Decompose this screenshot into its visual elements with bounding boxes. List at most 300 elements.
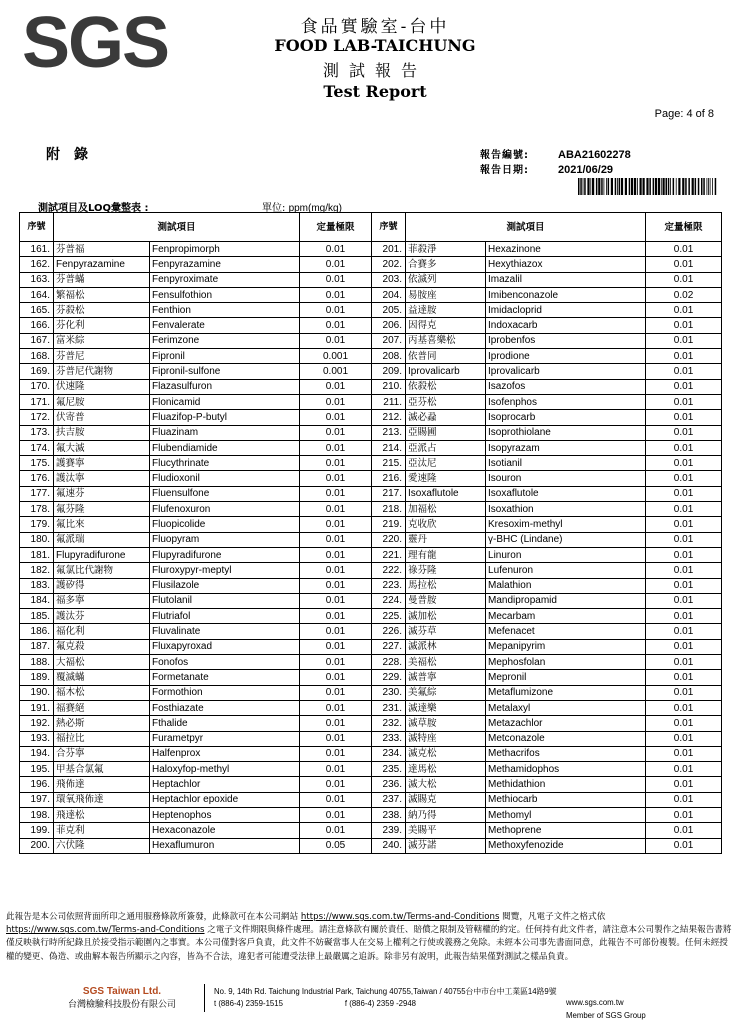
row-name-en: Fipronil: [150, 349, 300, 364]
row-name-zh-2: 滅芬草: [406, 624, 486, 639]
row-loq: 0.01: [300, 700, 372, 715]
row-loq-2: 0.02: [646, 287, 722, 302]
row-name-en: Fluroxypyr-meptyl: [150, 563, 300, 578]
company-name-en: SGS Taiwan Ltd.: [82, 986, 162, 997]
row-no: 178.: [20, 502, 54, 517]
row-name-zh: 環氧飛佈達: [54, 792, 150, 807]
row-name-en-2: Lufenuron: [486, 563, 646, 578]
row-no-2: 225.: [372, 609, 406, 624]
row-name-en-2: Imazalil: [486, 272, 646, 287]
row-name-en: Fluensulfone: [150, 486, 300, 501]
sgs-logo: [18, 5, 173, 75]
row-name-zh: 甲基合氯氟: [54, 762, 150, 777]
row-name-en-2: Methamidophos: [486, 762, 646, 777]
barcode-bar: [587, 178, 589, 195]
terms-link[interactable]: https://www.sgs.com.tw/Terms-and-Conditions: [300, 912, 500, 922]
barcode-bar: [688, 178, 690, 195]
row-loq: 0.01: [300, 502, 372, 517]
row-name-en: Fenpyroximate: [150, 272, 300, 287]
barcode-bar: [685, 178, 687, 195]
row-no: 179.: [20, 517, 54, 532]
barcode-bar: [663, 178, 665, 195]
row-name-zh: 護賽寧: [54, 456, 150, 471]
row-loq-2: 0.01: [646, 257, 722, 272]
table-row: [20, 272, 722, 287]
row-name-zh-2: 克收欣: [406, 517, 486, 532]
row-loq: 0.01: [300, 792, 372, 807]
row-name-en: Fluxapyroxad: [150, 639, 300, 654]
row-no-2: 230.: [372, 685, 406, 700]
footer-address: [214, 986, 557, 1010]
row-name-zh-2: 丙基喜樂松: [406, 333, 486, 348]
table-row: [20, 394, 722, 409]
barcode-bar: [615, 178, 617, 195]
row-name-zh: 合芬寧: [54, 746, 150, 761]
sgs-logo-text: SGS: [21, 5, 169, 75]
disclaimer: 此報告是本公司依照背面所印之通用服務條款所簽發，此條款可在本公司網站 https://www.sgs.com.tw/Terms-and-Conditions 閱覽，凡電子文件之格式依https://www.sgs.com.tw/Terms-and-Conditions 之電子文件期限與條件處理。請注意條款有關於責任、賠償之限制及管轄權的約定。任何持有此文件者，請注意本公司製作之結果報告書將僅反映執行時所紀錄且於接受指示範圍內之事實。本公司僅對客戶負責，此文件不妨礙當事人在交易上權利之行使或義務之免除。未經本公司事先書面同意，此報告不可部份複製。任何未經授權的變更、偽造、或曲解本報告所顯示之內容，皆為不合法，違犯者可能遭受法律上最嚴厲之追訴。除非另有說明，此報告結果僅對測試之樣品負責。: [6, 912, 732, 962]
row-loq-2: 0.01: [646, 807, 722, 822]
row-name-zh: 扶吉胺: [54, 425, 150, 440]
row-name-zh-2: 滅克松: [406, 746, 486, 761]
row-no-2: 216.: [372, 471, 406, 486]
row-name-zh: 福拉比: [54, 731, 150, 746]
row-name-zh: 飛達松: [54, 807, 150, 822]
row-name-zh-2: 美賜平: [406, 823, 486, 838]
report-number-value: ABA21602278: [558, 149, 631, 161]
row-no-2: 201.: [372, 242, 406, 257]
col-loq-header-2: 定量極限: [646, 213, 722, 242]
row-name-zh: 氟大滅: [54, 440, 150, 455]
row-no: 196.: [20, 777, 54, 792]
row-name-en-2: Imidacloprid: [486, 303, 646, 318]
row-no: 198.: [20, 807, 54, 822]
row-name-en-2: Hexazinone: [486, 242, 646, 257]
table-row: [20, 257, 722, 272]
row-name-zh: 熱必斯: [54, 716, 150, 731]
row-name-en: Fenpyrazamine: [150, 257, 300, 272]
row-no-2: 212.: [372, 410, 406, 425]
row-name-zh-2: 滅芬諾: [406, 838, 486, 853]
row-no-2: 206.: [372, 318, 406, 333]
barcode-bar: [678, 178, 680, 195]
row-name-zh: 護汰芬: [54, 609, 150, 624]
row-name-en-2: Methoxyfenozide: [486, 838, 646, 853]
row-name-zh-2: 滅賜克: [406, 792, 486, 807]
row-name-zh-2: 易胺座: [406, 287, 486, 302]
row-name-en: Fludioxonil: [150, 471, 300, 486]
barcode-bar: [670, 178, 671, 195]
appendix-title: 附錄: [46, 147, 102, 163]
row-name-zh-2: Iprovalicarb: [406, 364, 486, 379]
row-name-en-2: Isofenphos: [486, 394, 646, 409]
table-row: [20, 578, 722, 593]
row-name-en: Flusilazole: [150, 578, 300, 593]
row-name-en-2: Metconazole: [486, 731, 646, 746]
row-loq: 0.01: [300, 624, 372, 639]
row-no-2: 238.: [372, 807, 406, 822]
lab-name-en: FOOD LAB-TAICHUNG: [274, 36, 476, 55]
row-loq: 0.01: [300, 716, 372, 731]
lab-name-zh: 食品實驗室-台中: [300, 17, 450, 37]
barcode: [578, 178, 718, 195]
barcode-bar: [596, 178, 598, 195]
row-loq-2: 0.01: [646, 456, 722, 471]
table-row: [20, 517, 722, 532]
row-no: 186.: [20, 624, 54, 639]
row-no: 174.: [20, 440, 54, 455]
barcode-bar: [649, 178, 651, 195]
row-no-2: 213.: [372, 425, 406, 440]
row-loq-2: 0.01: [646, 440, 722, 455]
row-name-en-2: Iprodione: [486, 349, 646, 364]
website-text: www.sgs.com.tw: [566, 998, 624, 1007]
row-no-2: 221.: [372, 547, 406, 562]
row-name-zh-2: 理有龍: [406, 547, 486, 562]
row-no: 187.: [20, 639, 54, 654]
row-no-2: 223.: [372, 578, 406, 593]
row-name-zh-2: 滅特座: [406, 731, 486, 746]
row-no-2: 228.: [372, 655, 406, 670]
row-loq: 0.01: [300, 762, 372, 777]
row-loq: 0.01: [300, 823, 372, 838]
barcode-bar: [637, 178, 638, 195]
barcode-bar: [583, 178, 584, 195]
row-name-en-2: Methiocarb: [486, 792, 646, 807]
row-name-zh-2: 依普同: [406, 349, 486, 364]
row-no-2: 215.: [372, 456, 406, 471]
table-row: [20, 624, 722, 639]
row-no: 190.: [20, 685, 54, 700]
table-row: [20, 777, 722, 792]
row-loq-2: 0.01: [646, 394, 722, 409]
barcode-bar: [668, 178, 670, 195]
row-name-en-2: Methacrifos: [486, 746, 646, 761]
row-name-en: Fthalide: [150, 716, 300, 731]
barcode-bar: [673, 178, 675, 195]
row-name-en-2: Isoxathion: [486, 502, 646, 517]
table-row: [20, 486, 722, 501]
row-name-en: Fluazifop-P-butyl: [150, 410, 300, 425]
row-no: 161.: [20, 242, 54, 257]
row-no: 162.: [20, 257, 54, 272]
row-name-en: Fenvalerate: [150, 318, 300, 333]
row-no-2: 204.: [372, 287, 406, 302]
row-name-en: Furametpyr: [150, 731, 300, 746]
row-name-zh: 護汰寧: [54, 471, 150, 486]
row-loq: 0.01: [300, 578, 372, 593]
barcode-bar: [676, 178, 677, 195]
table-row: [20, 471, 722, 486]
row-name-en-2: Mephosfolan: [486, 655, 646, 670]
row-loq: 0.01: [300, 746, 372, 761]
row-no: 175.: [20, 456, 54, 471]
row-loq: 0.001: [300, 364, 372, 379]
table-row: [20, 731, 722, 746]
row-name-zh-2: 滅必蝨: [406, 410, 486, 425]
row-name-en: Flazasulfuron: [150, 379, 300, 394]
col-no-header-2: 序號: [372, 213, 406, 242]
row-name-en: Fosthiazate: [150, 700, 300, 715]
row-name-en: Flutolanil: [150, 593, 300, 608]
row-no-2: 232.: [372, 716, 406, 731]
row-loq: 0.01: [300, 670, 372, 685]
row-loq: 0.01: [300, 685, 372, 700]
row-loq-2: 0.01: [646, 731, 722, 746]
row-no: 173.: [20, 425, 54, 440]
col-loq-header: 定量極限: [300, 213, 372, 242]
row-name-zh: 芬普蟎: [54, 272, 150, 287]
table-header-row: [20, 213, 722, 242]
barcode-bar: [640, 178, 642, 195]
row-name-zh-2: Isoxaflutole: [406, 486, 486, 501]
row-name-en-2: Methoprene: [486, 823, 646, 838]
row-no: 185.: [20, 609, 54, 624]
barcode-bar: [598, 178, 600, 195]
row-name-zh-2: 亞賜圃: [406, 425, 486, 440]
row-loq-2: 0.01: [646, 700, 722, 715]
row-no-2: 240.: [372, 838, 406, 853]
row-name-zh: 護矽得: [54, 578, 150, 593]
col-item-header: 測試項目: [54, 213, 300, 242]
row-no: 182.: [20, 563, 54, 578]
barcode-bar: [580, 178, 582, 195]
row-name-en: Heptachlor epoxide: [150, 792, 300, 807]
row-no: 171.: [20, 394, 54, 409]
barcode-bar: [604, 178, 605, 195]
table-row: [20, 792, 722, 807]
row-loq-2: 0.01: [646, 318, 722, 333]
table-row: [20, 746, 722, 761]
row-name-en: Halfenprox: [150, 746, 300, 761]
row-no: 193.: [20, 731, 54, 746]
row-loq: 0.01: [300, 318, 372, 333]
row-loq: 0.01: [300, 379, 372, 394]
row-loq-2: 0.01: [646, 547, 722, 562]
row-no: 167.: [20, 333, 54, 348]
row-loq: 0.01: [300, 333, 372, 348]
table-row: [20, 685, 722, 700]
row-no: 199.: [20, 823, 54, 838]
row-name-zh: 芬普尼代謝物: [54, 364, 150, 379]
row-no: 166.: [20, 318, 54, 333]
row-no-2: 231.: [372, 700, 406, 715]
row-name-zh-2: 合賽多: [406, 257, 486, 272]
row-loq: 0.01: [300, 532, 372, 547]
row-name-zh-2: 祿芬隆: [406, 563, 486, 578]
row-loq-2: 0.01: [646, 364, 722, 379]
row-loq: 0.01: [300, 593, 372, 608]
row-no-2: 211.: [372, 394, 406, 409]
row-name-en-2: Metazachlor: [486, 716, 646, 731]
row-name-zh-2: 亞芬松: [406, 394, 486, 409]
row-no: 177.: [20, 486, 54, 501]
row-loq-2: 0.01: [646, 471, 722, 486]
row-loq: 0.01: [300, 272, 372, 287]
barcode-bar: [611, 178, 613, 195]
row-name-zh: Fenpyrazamine: [54, 257, 150, 272]
row-no-2: 234.: [372, 746, 406, 761]
row-name-zh-2: 滅達樂: [406, 700, 486, 715]
barcode-bar: [710, 178, 711, 195]
row-name-zh: 氟氯比代謝物: [54, 563, 150, 578]
table-row: [20, 762, 722, 777]
row-loq-2: 0.01: [646, 563, 722, 578]
barcode-bar: [646, 178, 648, 195]
row-loq-2: 0.01: [646, 746, 722, 761]
row-loq-2: 0.01: [646, 410, 722, 425]
row-loq-2: 0.01: [646, 838, 722, 853]
row-no: 180.: [20, 532, 54, 547]
row-name-zh-2: 達馬松: [406, 762, 486, 777]
row-name-en-2: Metaflumizone: [486, 685, 646, 700]
row-loq: 0.01: [300, 456, 372, 471]
row-name-en: Fonofos: [150, 655, 300, 670]
row-name-en-2: Imibenconazole: [486, 287, 646, 302]
row-name-zh-2: 愛速隆: [406, 471, 486, 486]
row-no: 188.: [20, 655, 54, 670]
row-name-en: Fensulfothion: [150, 287, 300, 302]
barcode-bar: [625, 178, 627, 195]
row-name-zh-2: 曼普胺: [406, 593, 486, 608]
row-loq-2: 0.01: [646, 823, 722, 838]
row-name-zh: 芬普福: [54, 242, 150, 257]
barcode-bar: [703, 178, 705, 195]
row-loq: 0.01: [300, 410, 372, 425]
row-no: 191.: [20, 700, 54, 715]
report-title-en: Test Report: [323, 82, 427, 101]
row-loq: 0.01: [300, 547, 372, 562]
terms-link-2[interactable]: https://www.sgs.com.tw/Terms-and-Conditions: [6, 925, 205, 936]
row-name-zh-2: 加福松: [406, 502, 486, 517]
row-name-en-2: Hexythiazox: [486, 257, 646, 272]
row-no-2: 220.: [372, 532, 406, 547]
row-name-zh: 氟速芬: [54, 486, 150, 501]
row-name-zh: 福賽絕: [54, 700, 150, 715]
row-name-zh: 氟派瑞: [54, 532, 150, 547]
row-no: 194.: [20, 746, 54, 761]
company-name-zh: 台灣檢驗科技股份有限公司: [67, 1000, 176, 1010]
row-loq-2: 0.01: [646, 578, 722, 593]
row-name-en: Heptenophos: [150, 807, 300, 822]
table-row: [20, 716, 722, 731]
row-no-2: 222.: [372, 563, 406, 578]
row-name-zh: 福木松: [54, 685, 150, 700]
row-name-zh: 氟克殺: [54, 639, 150, 654]
row-no: 163.: [20, 272, 54, 287]
row-loq-2: 0.01: [646, 517, 722, 532]
row-loq: 0.01: [300, 242, 372, 257]
footer-divider: [204, 984, 205, 1012]
row-no-2: 235.: [372, 762, 406, 777]
row-loq-2: 0.01: [646, 486, 722, 501]
row-name-en-2: Malathion: [486, 578, 646, 593]
table-row: [20, 410, 722, 425]
row-name-en: Hexaflumuron: [150, 838, 300, 853]
table-row: [20, 807, 722, 822]
row-no-2: 210.: [372, 379, 406, 394]
row-name-en-2: Kresoxim-methyl: [486, 517, 646, 532]
row-no: 189.: [20, 670, 54, 685]
row-no-2: 229.: [372, 670, 406, 685]
row-no-2: 227.: [372, 639, 406, 654]
table-row: [20, 609, 722, 624]
row-no-2: 237.: [372, 792, 406, 807]
barcode-bar: [621, 178, 623, 195]
row-name-zh-2: 益達胺: [406, 303, 486, 318]
row-loq-2: 0.01: [646, 609, 722, 624]
member-text: Member of SGS Group: [566, 1011, 646, 1020]
row-loq: 0.05: [300, 838, 372, 853]
row-name-en-2: Metalaxyl: [486, 700, 646, 715]
row-loq: 0.01: [300, 731, 372, 746]
row-name-en-2: Iprovalicarb: [486, 364, 646, 379]
unit-label-text: 單位:: [262, 203, 286, 214]
table-row: [20, 655, 722, 670]
barcode-bar: [712, 178, 713, 195]
row-name-en: Flutriafol: [150, 609, 300, 624]
row-name-zh: 福多寧: [54, 593, 150, 608]
row-name-zh: 菲克利: [54, 823, 150, 838]
row-name-zh: 氟尼胺: [54, 394, 150, 409]
table-row: [20, 532, 722, 547]
loq-table: [19, 212, 722, 854]
barcode-bar: [708, 178, 709, 195]
row-no: 195.: [20, 762, 54, 777]
barcode-bar: [590, 178, 591, 195]
row-name-zh: 芬普尼: [54, 349, 150, 364]
row-name-zh: 繁福松: [54, 287, 150, 302]
report-title-zh: 測試報告: [322, 61, 427, 80]
row-name-en-2: Linuron: [486, 547, 646, 562]
row-name-en: Fluazinam: [150, 425, 300, 440]
barcode-bar: [698, 178, 700, 195]
row-name-en-2: Mefenacet: [486, 624, 646, 639]
barcode-bar: [608, 178, 610, 195]
row-name-zh-2: 美福松: [406, 655, 486, 670]
row-no: 165.: [20, 303, 54, 318]
row-loq-2: 0.01: [646, 685, 722, 700]
barcode-bar: [701, 178, 703, 195]
table-row: [20, 563, 722, 578]
barcode-bar: [584, 178, 586, 195]
row-name-zh: 氟比來: [54, 517, 150, 532]
row-name-en: Fenthion: [150, 303, 300, 318]
barcode-bar: [592, 178, 594, 195]
row-loq: 0.01: [300, 486, 372, 501]
row-name-en-2: Isotianil: [486, 456, 646, 471]
row-loq-2: 0.01: [646, 502, 722, 517]
row-name-zh-2: 馬拉松: [406, 578, 486, 593]
row-loq: 0.01: [300, 639, 372, 654]
row-no: 164.: [20, 287, 54, 302]
barcode-bar: [606, 178, 607, 195]
table-row: [20, 823, 722, 838]
row-no-2: 219.: [372, 517, 406, 532]
barcode-bar: [666, 178, 668, 195]
row-loq-2: 0.01: [646, 762, 722, 777]
barcode-bar: [617, 178, 618, 195]
row-name-en: Formothion: [150, 685, 300, 700]
row-no: 169.: [20, 364, 54, 379]
row-loq-2: 0.01: [646, 639, 722, 654]
table-row: [20, 502, 722, 517]
row-name-zh: 芬殺松: [54, 303, 150, 318]
row-no-2: 207.: [372, 333, 406, 348]
row-loq: 0.01: [300, 807, 372, 822]
row-loq-2: 0.01: [646, 624, 722, 639]
col-item-header-2: 測試項目: [406, 213, 646, 242]
table-row: [20, 700, 722, 715]
